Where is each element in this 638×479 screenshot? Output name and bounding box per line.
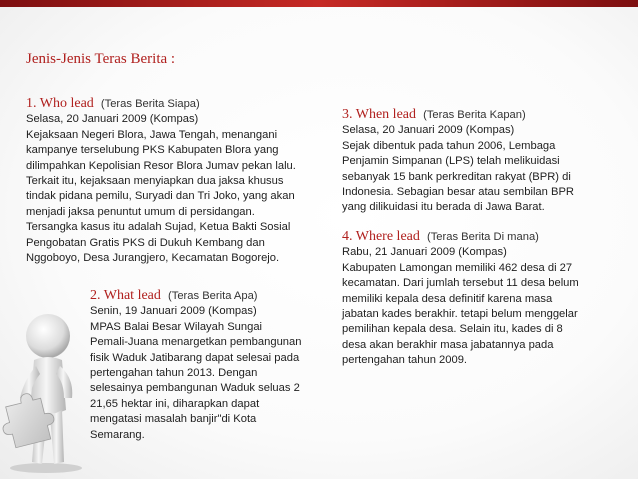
section-heading-sub: (Teras Berita Siapa) (100, 98, 200, 110)
body-line: Penjamin Simpanan (LPS) telah melikuidasi (342, 155, 560, 168)
body-line: pemilihan kepala desa. Selain itu, kades di 8 (342, 323, 563, 336)
section-heading-title: 1. Who lead (26, 96, 94, 111)
section-who-lead (26, 96, 316, 266)
section-heading-sub: (Teras Berita Di mana) (426, 231, 539, 243)
figure-with-puzzle-icon (2, 310, 88, 475)
section-heading-sub: (Teras Berita Apa) (168, 290, 258, 302)
body-line: jabatan kades berakhir. tetapi belum menggelar (342, 308, 578, 321)
section-when-lead (342, 107, 632, 216)
body-line: MPAS Balai Besar Wilayah Sungai (90, 320, 263, 333)
body-line: Rabu, 21 Januari 2009 (Kompas) (342, 246, 507, 259)
body-line: memiliki kepala desa definitif karena masa (342, 292, 553, 305)
section-heading-title: 4. Where lead (342, 229, 420, 244)
section-heading (26, 96, 316, 112)
body-line: Kejaksaan Negeri Blora, Jawa Tengah, menangani (26, 128, 278, 141)
section-heading (90, 288, 330, 304)
body-line: tindak pidana pemilu, Suryadi dan Tri Joko, yang akan (26, 190, 295, 203)
section-heading-title: 2. What lead (90, 288, 161, 303)
body-line: menjadi jaksa penuntut umum di persidangan. (26, 205, 255, 218)
body-line: kecamatan. Dari jumlah tersebut 11 desa belum (342, 277, 579, 290)
body-line: 21,65 hektar ini, diharapkan dapat (90, 397, 260, 410)
body-line: fisik Waduk Jatibarang dapat selesai pada (90, 351, 300, 364)
body-line: Pemali-Juana menargetkan pembangunan (90, 336, 302, 349)
body-line: Selasa, 20 Januari 2009 (Kompas) (26, 113, 199, 126)
section-what-lead (90, 288, 330, 443)
body-line: kampanye terselubung PKS Kabupaten Blora yang (26, 144, 279, 157)
section-where-lead (342, 229, 632, 369)
body-line: Kabupaten Lamongan memiliki 462 desa di 27 (342, 261, 573, 274)
body-line: pertengahan tahun 2013. Dengan (90, 367, 258, 380)
body-line: yang dilikuidasi itu berada di Jawa Barat. (342, 201, 545, 214)
body-line: Sejak dibentuk pada tahun 2006, Lembaga (342, 139, 556, 152)
body-line: dilimpahkan Kepolisian Resor Blora Jumav pekan lalu. (26, 159, 296, 172)
body-line: Semarang. (90, 428, 145, 441)
body-line: Pengobatan Gratis PKS di Dukuh Kembang dan (26, 236, 265, 249)
body-line: pertengahan tahun 2009. (342, 354, 468, 367)
body-line: Indonesia. Sebagian besar atau sembilan BPR (342, 186, 574, 199)
body-line: Nggoboyo, Desa Jurangjero, Kecamatan Bogorejo. (26, 252, 280, 265)
body-line: Senin, 19 Januari 2009 (Kompas) (90, 305, 257, 318)
body-line: Terkait itu, kejaksaan menyiapkan dua jaksa khusus (26, 175, 284, 188)
body-line: selesainya pembangunan Waduk seluas 2 (90, 382, 300, 395)
body-line: mengatasi masalah banjir"di Kota (90, 413, 257, 426)
top-accent-bar (0, 0, 638, 7)
body-line: Tersangka kasus itu adalah Sujad, Ketua Bakti Sosial (26, 221, 291, 234)
section-heading (342, 229, 632, 245)
body-line: sebanyak 15 bank perkreditan rakyat (BPR) di (342, 170, 571, 183)
body-line: Selasa, 20 Januari 2009 (Kompas) (342, 124, 515, 137)
body-line: desa akan berakhir masa jabatannya pada (342, 338, 554, 351)
section-heading (342, 107, 632, 123)
section-heading-title: 3. When lead (342, 107, 416, 122)
slide-title: Jenis-Jenis Teras Berita : (26, 51, 176, 67)
section-heading-sub: (Teras Berita Kapan) (423, 109, 526, 121)
